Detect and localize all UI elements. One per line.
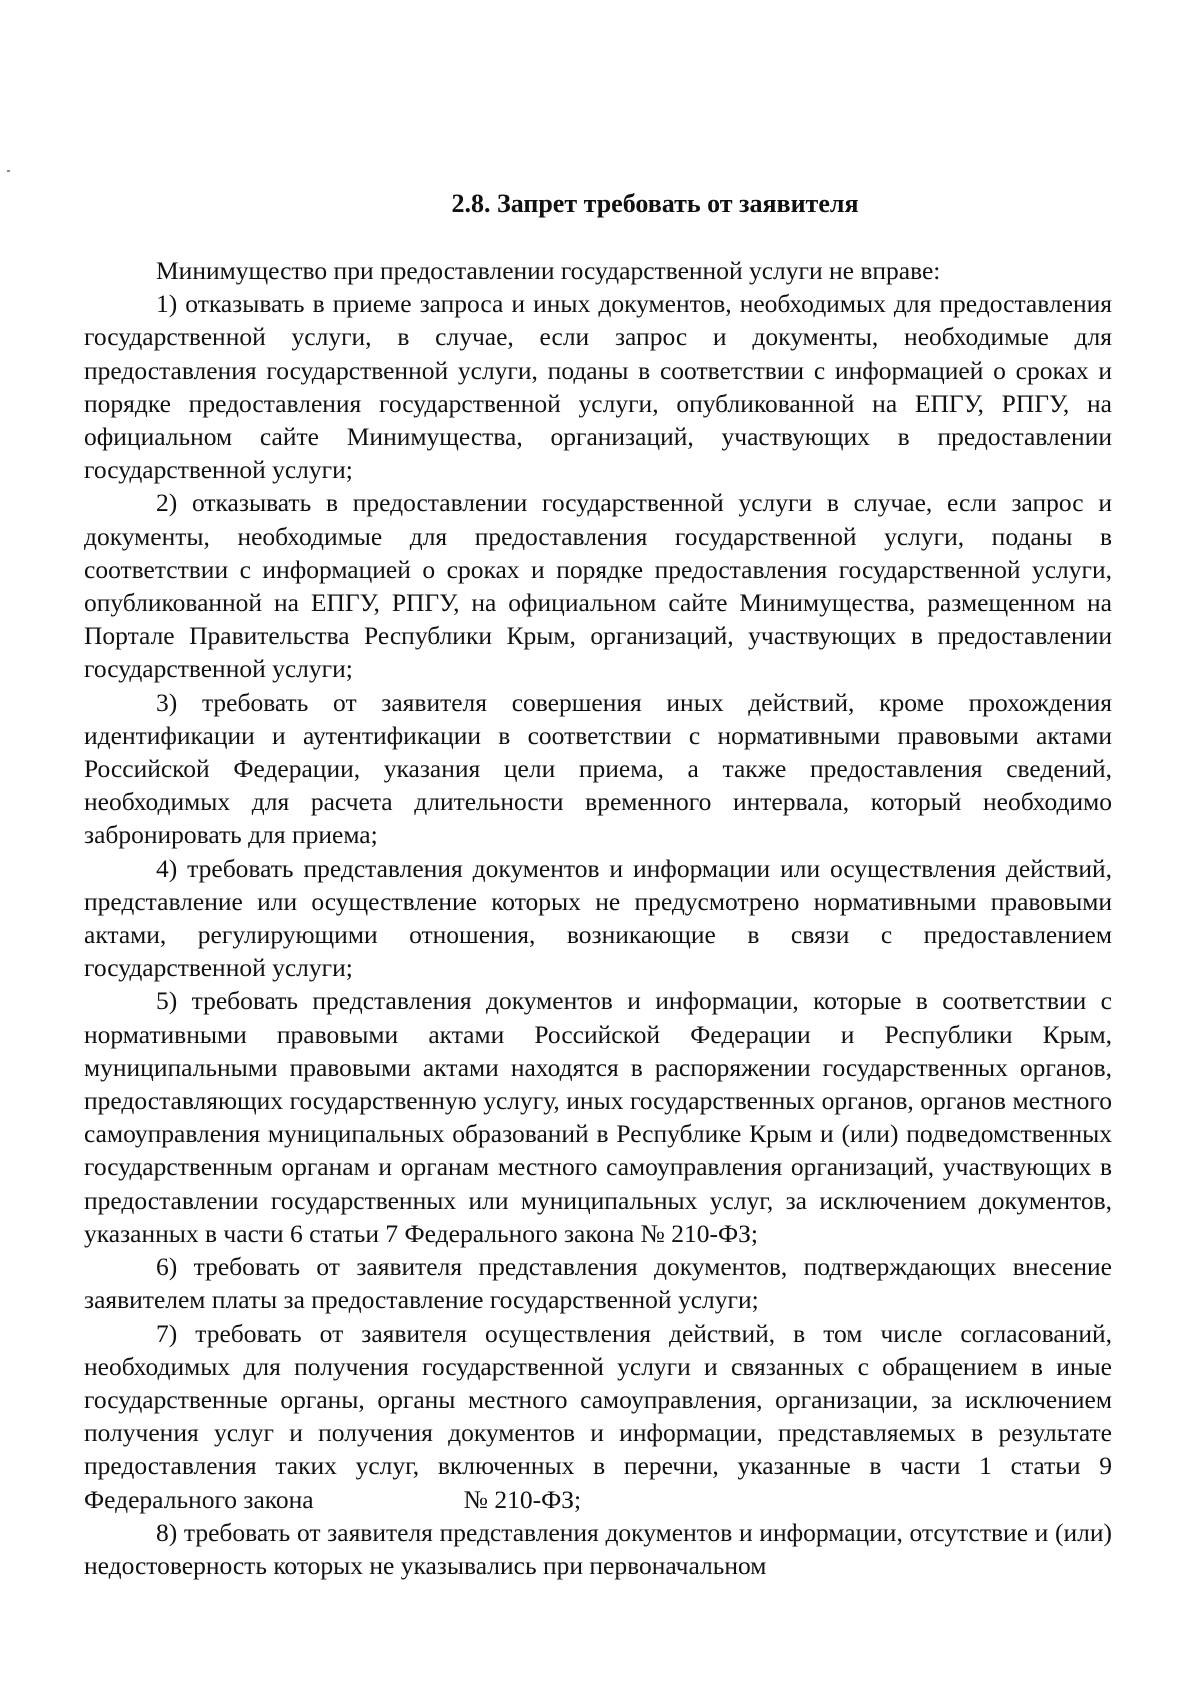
list-item-7 — [84, 1317, 1112, 1516]
list-item-3: 3) требовать от заявителя совершения иных действий, кроме прохождения идентификации и аутентификации в соответствии с нормативными правовыми актами Российской Федерации, указания цели приема, а также предоставления сведений, необходимых для расчета длительности временного интервала, который необходимо забронировать для приема; — [84, 687, 1112, 850]
list-item-1: 1) отказывать в приеме запроса и иных документов, необходимых для предоставления государственной услуги, в случае, если запрос и документы, необходимые для предоставления государственной услуги, поданы в соответствии с информацией о сроках и порядке предоставления государственной услуги, опубликованной на ЕПГУ, РПГУ, на официальном сайте Минимущества, организаций, участвующих в предоставлении государственной услуги; — [84, 289, 1112, 485]
list-item-5: 5) требовать представления документов и информации, которые в соответствии с нормативными правовыми актами Российской Федерации и Республики Крым, муниципальными правовыми актами находятся в распоряжении государственных органов, предоставляющих государственную услугу, иных государственных органов, органов местного самоуправления муниципальных образований в Республике Крым и (или) подведомственных государственным органам и органам местного самоуправления организаций, участвующих в предоставлении государственных или муниципальных услуг, за исключением документов, указанных в части 6 статьи 7 Федерального закона № 210-ФЗ; — [84, 986, 1112, 1248]
document-body — [84, 254, 1112, 1582]
list-item-2: 2) отказывать в предоставлении государственной услуги в случае, если запрос и документы, необходимые для предоставления государственной услуги, поданы в соответствии с информацией о сроках и порядке предоставления государственной услуги, опубликованной на ЕПГУ, РПГУ, на официальном сайте Минимущества, размещенном на Портале Правительства Республики Крым, организаций, участвующих в предоставлении государственной услуги; — [84, 488, 1112, 684]
list-item-4: 4) требовать представления документов и информации или осуществления действий, представление или осуществление которых не предусмотрено нормативными правовыми актами, регулирующими отношения, возникающие в связи с предоставлением государственной услуги; — [84, 853, 1112, 983]
list-item-7-tail: № 210-ФЗ; — [463, 1484, 582, 1514]
intro-paragraph: Минимущество при предоставлении государственной услуги не вправе: — [156, 256, 941, 285]
scan-artifact — [7, 170, 10, 172]
list-item-8: 8) требовать от заявителя представления документов и информации, отсутствие и (или) недостоверность которых не указывались при первоначальном — [84, 1517, 1112, 1580]
list-item-7-main: 7) требовать от заявителя осуществления действий, в том числе согласований, необходимых для получения государственной услуги и связанных с обращением в иные государственные органы, органы местного самоуправления, организации, за исключением получения услуг и получения документов и информации, представляемых в результате предоставления таких услуг, включенных в перечни, указанные в части 1 статьи 9 Федерального закона — [84, 1318, 1112, 1514]
list-item-6: 6) требовать от заявителя представления документов, подтверждающих внесение заявителем платы за предоставление государственной услуги; — [84, 1252, 1112, 1315]
section-title: 2.8. Запрет требовать от заявителя — [451, 189, 859, 218]
